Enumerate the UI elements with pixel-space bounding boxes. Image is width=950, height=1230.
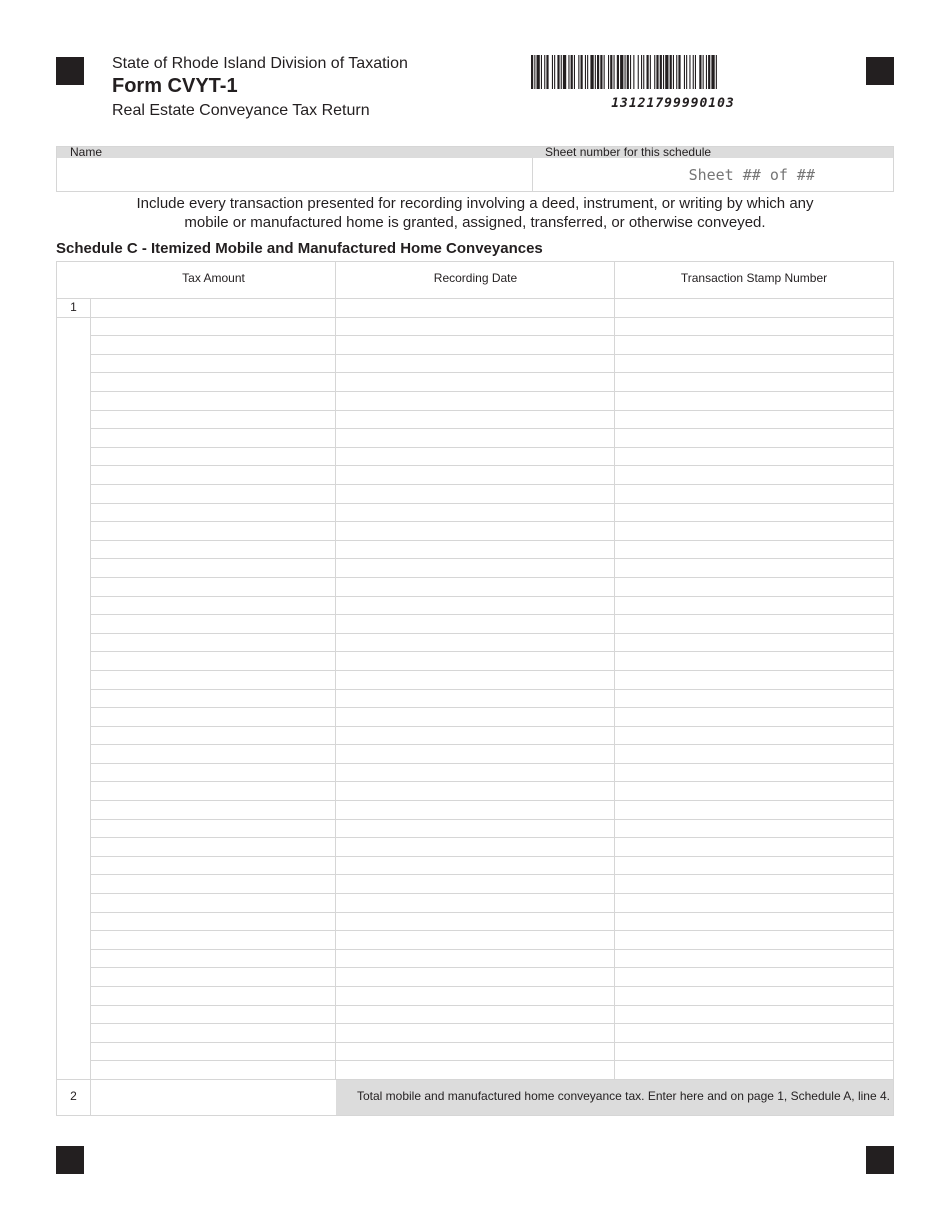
- barcode-bar: [656, 55, 658, 89]
- instructions: [56, 194, 894, 232]
- recording-date-input[interactable]: [336, 597, 614, 614]
- tax-amount-input[interactable]: [91, 782, 335, 799]
- barcode-bar: [571, 55, 573, 89]
- barcode-bar: [608, 55, 609, 89]
- transaction-stamp-input[interactable]: [615, 336, 893, 353]
- transaction-stamp-input[interactable]: [615, 875, 893, 892]
- tax-amount-input[interactable]: [91, 373, 335, 390]
- recording-date-input[interactable]: [336, 727, 614, 744]
- transaction-stamp-input[interactable]: [615, 541, 893, 558]
- tax-amount-input[interactable]: [91, 615, 335, 632]
- barcode-bar: [630, 55, 631, 89]
- barcode-bar: [610, 55, 612, 89]
- transaction-stamp-input[interactable]: [615, 652, 893, 669]
- recording-date-input[interactable]: [336, 634, 614, 651]
- recording-date-input[interactable]: [336, 541, 614, 558]
- tax-amount-input[interactable]: [91, 522, 335, 539]
- transaction-stamp-input[interactable]: [615, 1006, 893, 1023]
- transaction-stamp-input[interactable]: [615, 838, 893, 855]
- barcode-bar: [590, 55, 593, 89]
- recording-date-input[interactable]: [336, 987, 614, 1004]
- tax-amount-input[interactable]: [91, 634, 335, 651]
- barcode-bar: [614, 55, 615, 89]
- sheet-number-label: Sheet number for this schedule: [545, 145, 712, 159]
- transaction-stamp-input[interactable]: [615, 634, 893, 651]
- recording-date-input[interactable]: [336, 931, 614, 948]
- transaction-stamp-input[interactable]: [615, 522, 893, 539]
- tax-amount-input[interactable]: [91, 448, 335, 465]
- tax-amount-input[interactable]: [91, 559, 335, 576]
- recording-date-input[interactable]: [336, 522, 614, 539]
- barcode-bar: [673, 55, 674, 89]
- recording-date-input[interactable]: [336, 448, 614, 465]
- tax-amount-input[interactable]: [91, 504, 335, 521]
- barcode-bar: [678, 55, 680, 89]
- barcode-bar: [703, 55, 704, 89]
- recording-date-input[interactable]: [336, 1024, 614, 1041]
- recording-date-input[interactable]: [336, 485, 614, 502]
- transaction-stamp-input[interactable]: [615, 782, 893, 799]
- barcode-bar: [686, 55, 687, 89]
- barcode-bar: [641, 55, 642, 89]
- recording-date-input[interactable]: [336, 411, 614, 428]
- column-header-transaction-stamp-number: Transaction Stamp Number: [680, 271, 828, 285]
- tax-amount-input[interactable]: [91, 690, 335, 707]
- recording-date-input[interactable]: [336, 838, 614, 855]
- transaction-stamp-input[interactable]: [615, 318, 893, 335]
- transaction-stamp-input[interactable]: [615, 913, 893, 930]
- registration-mark-top-right: [866, 57, 894, 85]
- tax-amount-input[interactable]: [91, 429, 335, 446]
- barcode-bar: [643, 55, 644, 89]
- transaction-stamp-input[interactable]: [615, 559, 893, 576]
- tax-amount-input[interactable]: [91, 968, 335, 985]
- recording-date-input[interactable]: [336, 299, 614, 316]
- barcode-bar: [711, 55, 714, 89]
- barcode-bar: [552, 55, 553, 89]
- name-label: Name: [70, 145, 103, 159]
- form-title: Real Estate Conveyance Tax Return: [112, 102, 370, 119]
- schedule-title: Schedule C - Itemized Mobile and Manufactured Home Conveyances: [56, 240, 543, 257]
- barcode: [531, 55, 815, 89]
- barcode-bar: [585, 55, 586, 89]
- tax-amount-input[interactable]: [91, 578, 335, 595]
- tax-amount-input[interactable]: [91, 485, 335, 502]
- barcode-bar: [544, 55, 545, 89]
- barcode-number: 13121799990103: [611, 96, 735, 111]
- tax-amount-input[interactable]: [91, 875, 335, 892]
- recording-date-input[interactable]: [336, 913, 614, 930]
- name-input[interactable]: [59, 160, 533, 192]
- barcode-bar: [663, 55, 664, 89]
- barcode-bar: [706, 55, 707, 89]
- barcode-bar: [587, 55, 588, 89]
- transaction-stamp-input[interactable]: [615, 727, 893, 744]
- registration-mark-bottom-right: [866, 1146, 894, 1174]
- barcode-bar: [557, 55, 559, 89]
- recording-date-input[interactable]: [336, 392, 614, 409]
- recording-date-input[interactable]: [336, 1061, 614, 1078]
- tax-amount-input[interactable]: [91, 857, 335, 874]
- tax-amount-input[interactable]: [91, 1061, 335, 1078]
- recording-date-input[interactable]: [336, 857, 614, 874]
- total-label: Total mobile and manufactured home conveyance tax. Enter here and on page 1, Schedule A, line 4.: [356, 1089, 890, 1103]
- recording-date-input[interactable]: [336, 950, 614, 967]
- barcode-bar: [561, 55, 562, 89]
- barcode-bar: [695, 55, 696, 89]
- barcode-bar: [595, 55, 596, 89]
- barcode-bar: [620, 55, 623, 89]
- recording-date-input[interactable]: [336, 504, 614, 521]
- transaction-stamp-input[interactable]: [615, 429, 893, 446]
- transaction-stamp-input[interactable]: [615, 894, 893, 911]
- tax-amount-input[interactable]: [91, 411, 335, 428]
- tax-amount-input[interactable]: [91, 931, 335, 948]
- transaction-stamp-input[interactable]: [615, 764, 893, 781]
- recording-date-input[interactable]: [336, 652, 614, 669]
- transaction-stamp-input[interactable]: [615, 485, 893, 502]
- barcode-bar: [600, 55, 602, 89]
- tax-amount-input[interactable]: [91, 894, 335, 911]
- transaction-stamp-input[interactable]: [615, 355, 893, 372]
- transaction-stamp-input[interactable]: [615, 1043, 893, 1060]
- transaction-stamp-input[interactable]: [615, 671, 893, 688]
- tax-amount-input[interactable]: [91, 1006, 335, 1023]
- recording-date-input[interactable]: [336, 429, 614, 446]
- total-tax-input[interactable]: [91, 1080, 335, 1115]
- recording-date-input[interactable]: [336, 671, 614, 688]
- recording-date-input[interactable]: [336, 1043, 614, 1060]
- schedule-table: [56, 261, 894, 1116]
- instructions-line-2: mobile or manufactured home is granted, assigned, transferred, or otherwise conveyed.: [184, 214, 766, 231]
- barcode-bar: [574, 55, 575, 89]
- recording-date-input[interactable]: [336, 764, 614, 781]
- recording-date-input[interactable]: [336, 894, 614, 911]
- registration-mark-bottom-left: [56, 1146, 84, 1174]
- barcode-bar: [627, 55, 629, 89]
- tax-amount-input[interactable]: [91, 1043, 335, 1060]
- tax-amount-input[interactable]: [91, 764, 335, 781]
- barcode-bar: [597, 55, 599, 89]
- barcode-bar: [684, 55, 685, 89]
- barcode-bar: [578, 55, 579, 89]
- tax-amount-input[interactable]: [91, 671, 335, 688]
- transaction-stamp-input[interactable]: [615, 299, 893, 316]
- transaction-stamp-input[interactable]: [615, 1024, 893, 1041]
- tax-amount-input[interactable]: [91, 392, 335, 409]
- agency-name: State of Rhode Island Division of Taxation: [112, 55, 408, 72]
- barcode-bar: [716, 55, 717, 89]
- barcode-bar: [647, 55, 649, 89]
- transaction-stamp-input[interactable]: [615, 931, 893, 948]
- recording-date-input[interactable]: [336, 745, 614, 762]
- transaction-stamp-input[interactable]: [615, 466, 893, 483]
- recording-date-input[interactable]: [336, 336, 614, 353]
- barcode-bar: [676, 55, 677, 89]
- tax-amount-input[interactable]: [91, 913, 335, 930]
- registration-mark-top-left: [56, 57, 84, 85]
- tax-amount-input[interactable]: [91, 987, 335, 1004]
- row-rule: [57, 1079, 893, 1080]
- transaction-stamp-input[interactable]: [615, 373, 893, 390]
- barcode-bar: [633, 55, 634, 89]
- recording-date-input[interactable]: [336, 968, 614, 985]
- transaction-stamp-input[interactable]: [615, 1061, 893, 1078]
- tax-amount-input[interactable]: [91, 727, 335, 744]
- recording-date-input[interactable]: [336, 875, 614, 892]
- barcode-bar: [660, 55, 662, 89]
- transaction-stamp-input[interactable]: [615, 708, 893, 725]
- transaction-stamp-input[interactable]: [615, 597, 893, 614]
- tax-amount-input[interactable]: [91, 708, 335, 725]
- barcode-bar: [531, 55, 533, 89]
- row-number-2: 2: [70, 1089, 77, 1103]
- barcode-bar: [625, 55, 626, 89]
- barcode-bar: [699, 55, 701, 89]
- recording-date-input[interactable]: [336, 578, 614, 595]
- barcode-bar: [568, 55, 569, 89]
- transaction-stamp-input[interactable]: [615, 392, 893, 409]
- instructions-line-1: Include every transaction presented for recording involving a deed, instrument, or writing by which any: [136, 195, 814, 212]
- barcode-bar: [670, 55, 672, 89]
- column-header-recording-date: Recording Date: [433, 271, 518, 285]
- barcode-bar: [665, 55, 668, 89]
- transaction-stamp-input[interactable]: [615, 745, 893, 762]
- tax-amount-input[interactable]: [91, 597, 335, 614]
- tax-amount-input[interactable]: [91, 745, 335, 762]
- row-number-1: 1: [70, 300, 77, 314]
- barcode-bar: [541, 55, 542, 89]
- transaction-stamp-input[interactable]: [615, 448, 893, 465]
- tax-amount-input[interactable]: [91, 299, 335, 316]
- barcode-bar: [604, 55, 605, 89]
- barcode-bar: [563, 55, 566, 89]
- recording-date-input[interactable]: [336, 801, 614, 818]
- column-header-tax-amount: Tax Amount: [182, 271, 245, 285]
- barcode-bar: [581, 55, 583, 89]
- barcode-bar: [708, 55, 710, 89]
- tax-amount-input[interactable]: [91, 801, 335, 818]
- recording-date-input[interactable]: [336, 690, 614, 707]
- barcode-bar: [654, 55, 655, 89]
- recording-date-input[interactable]: [336, 1006, 614, 1023]
- recording-date-input[interactable]: [336, 318, 614, 335]
- barcode-bar: [537, 55, 540, 89]
- barcode-bar: [534, 55, 535, 89]
- barcode-bar: [546, 55, 548, 89]
- recording-date-input[interactable]: [336, 559, 614, 576]
- barcode-bar: [638, 55, 639, 89]
- transaction-stamp-input[interactable]: [615, 857, 893, 874]
- tax-amount-input[interactable]: [91, 336, 335, 353]
- recording-date-input[interactable]: [336, 782, 614, 799]
- barcode-bar: [554, 55, 555, 89]
- barcode-bar: [689, 55, 690, 89]
- form-id: Form CVYT-1: [112, 75, 238, 97]
- transaction-stamp-input[interactable]: [615, 578, 893, 595]
- tax-amount-input[interactable]: [91, 1024, 335, 1041]
- transaction-stamp-input[interactable]: [615, 987, 893, 1004]
- transaction-stamp-input[interactable]: [615, 504, 893, 521]
- label-bar: [57, 147, 893, 158]
- tax-amount-input[interactable]: [91, 541, 335, 558]
- recording-date-input[interactable]: [336, 466, 614, 483]
- name-section: [56, 146, 894, 192]
- tax-amount-input[interactable]: [91, 318, 335, 335]
- tax-amount-input[interactable]: [91, 652, 335, 669]
- sheet-number-input[interactable]: [535, 160, 891, 190]
- tax-amount-input[interactable]: [91, 355, 335, 372]
- transaction-stamp-input[interactable]: [615, 690, 893, 707]
- transaction-stamp-input[interactable]: [615, 615, 893, 632]
- transaction-stamp-input[interactable]: [615, 820, 893, 837]
- tax-amount-input[interactable]: [91, 838, 335, 855]
- recording-date-input[interactable]: [336, 615, 614, 632]
- transaction-stamp-input[interactable]: [615, 411, 893, 428]
- transaction-stamp-input[interactable]: [615, 801, 893, 818]
- recording-date-input[interactable]: [336, 708, 614, 725]
- tax-amount-input[interactable]: [91, 466, 335, 483]
- tax-amount-input[interactable]: [91, 950, 335, 967]
- recording-date-input[interactable]: [336, 355, 614, 372]
- recording-date-input[interactable]: [336, 373, 614, 390]
- transaction-stamp-input[interactable]: [615, 968, 893, 985]
- recording-date-input[interactable]: [336, 820, 614, 837]
- tax-amount-input[interactable]: [91, 820, 335, 837]
- barcode-bar: [693, 55, 694, 89]
- barcode-bar: [617, 55, 619, 89]
- transaction-stamp-input[interactable]: [615, 950, 893, 967]
- barcode-bar: [650, 55, 651, 89]
